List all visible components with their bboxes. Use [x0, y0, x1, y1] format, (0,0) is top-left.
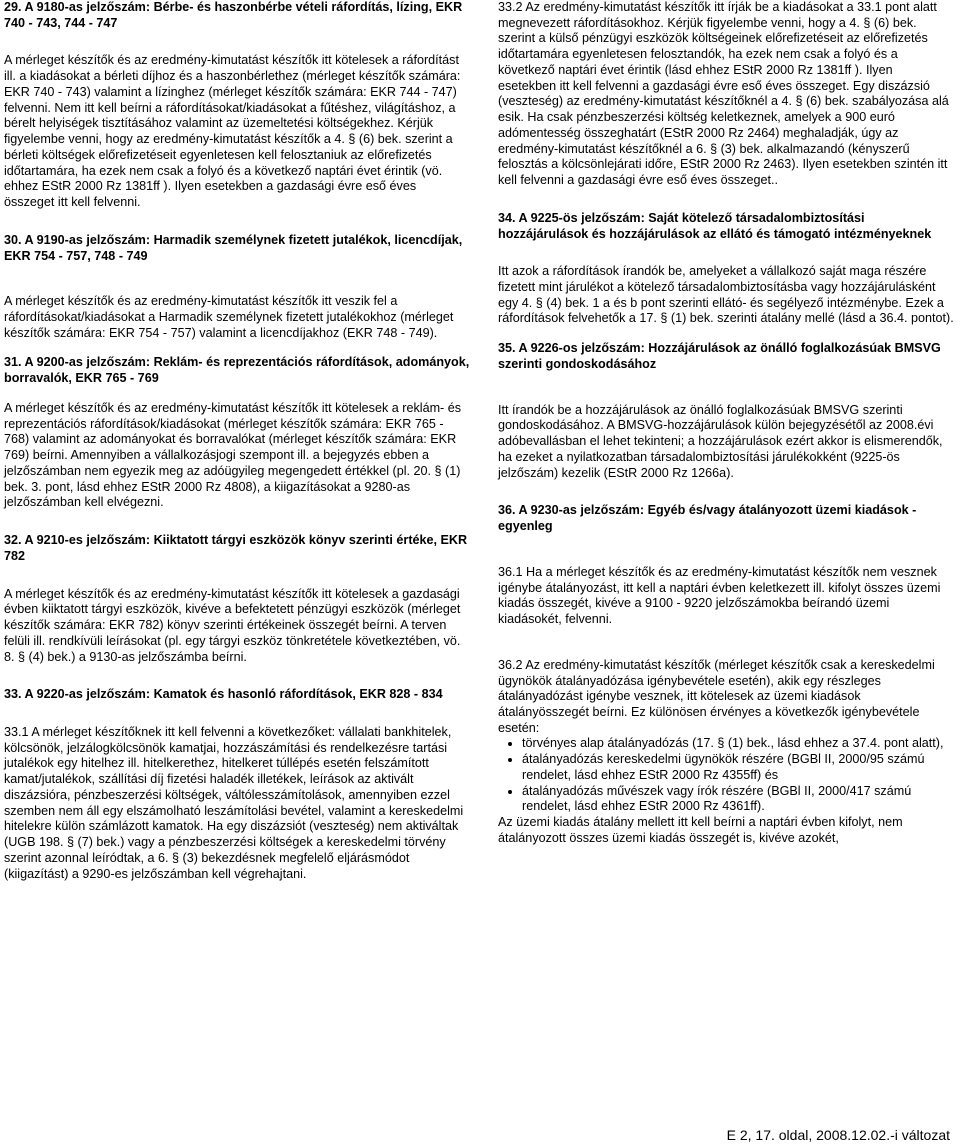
paragraph: Az üzemi kiadás átalány mellett itt kell beírni a naptári évben kifolyt, nem átalányozott összes üzemi kiadás összegét is, kivéve azokét, — [498, 815, 903, 845]
section-heading: 32. A 9210-es jelzőszám: Kiiktatott tárgyi eszközök könyv szerinti értéke, EKR 782 — [4, 533, 468, 563]
spacer — [498, 327, 954, 341]
list-item: • törvényes alap átalányadózás (17. § (1) bek., lásd ehhez a 37.4. pont alatt), — [522, 736, 954, 752]
paragraph: A mérleget készítők és az eredmény-kimutatást készítők itt kötelesek a reklám- és reprezentációs ráfordítások/kiadásokat (mérleget készítők számára: EKR 765 - 768) valamint az adományokat és borravalókat (mérleget készítők számára: EKR 769) beírni. Amennyiben a vállalkozásjogi szempont ill. a bejegyzés ebben a jelzőszámban nem egyezik meg az adóügyileg megengedett értékkel (pl. 20. § (1) bek. 3. pont, lásd ehhez EStR 2000 Rz 4808), a kiigazításokat a 9280-as jelzőszámban kell elvégezni. — [4, 400, 462, 510]
right-column — [498, 0, 954, 847]
paragraph: A mérleget készítők és az eredmény-kimutatást készítők itt kötelesek a gazdasági évben kiiktatott tárgyi eszközök, kivéve a befektetett pénzügyi eszközök (mérleget készítők számára: EKR 782) könyv szerinti értékeinek összegét beírni. A terven felüli ill. rendkívüli leírásokat (pl. egy tárgyi eszköz tönkretétele következtében, vö. 8. § (4) bek.) a 9130-as jelzőszámba beírni. — [4, 586, 461, 664]
spacer — [498, 373, 954, 403]
paragraph: 33.2 Az eredmény-kimutatást készítők itt írják be a kiadásokat a 33.1 pont alatt megnevezett ráfordításokhoz. Kérjük figyelembe venni, hogy a 4. § (6) bek. szerint a külső pénzügyi eszközök költségeinek előrefizetéseit az előrefizetés időtartamára egyenletesen felosztandók, ha ezek nem csak a folyó és a következő naptári évet érintik (lásd ehhez EStR 2000 Rz 1381ff ). Ilyen esetekben itt kell felvenni a gazdasági évre eső éves összeget. Egy diszázsió (veszteség) az eredmény-kimutatást készítőknél a 4. § (6) bek. szabályozása alá esik. Ha csak pénzbeszerzési költség keletkeznek, amelyek a 900 euró adómentesség összeghatárt (EStR 2000 Rz 2464) meghaladják, úgy az eredmény-kimutatást készítőknél a 6. § (3) bek. alkalmazandó (kényszerű felosztás a kölcsönlejárati időre, EStR 2000 Rz 2463). Ilyen esetekben szintén itt kell felvenni a gazdasági évre eső éves összeget.. — [498, 0, 949, 188]
section-heading: 34. A 9225-ös jelzőszám: Saját kötelező társadalombiztosítási hozzájárulások és hozzájárulások az ellátó és támogató intézményeknek — [498, 210, 932, 241]
page-footer: E 2, 17. oldal, 2008.12.02.-i változat — [726, 1126, 950, 1143]
bullet-list — [498, 736, 954, 815]
spacer — [4, 31, 470, 53]
spacer — [4, 511, 470, 533]
section-heading: 35. A 9226-os jelzőszám: Hozzájárulások az önálló foglalkozásúak BMSVG szerinti gondoskodásához — [498, 341, 941, 371]
paragraph: A mérleget készítők és az eredmény-kimutatást készítők itt veszik fel a ráfordításokat/kiadásokat a Harmadik személynek fizetett jutalékokhoz (mérleget készítők számára: EKR 754 - 757) valamint a licencdíjakhoz (EKR 748 - 749). — [4, 294, 454, 340]
spacer — [4, 264, 470, 294]
spacer — [4, 341, 470, 355]
list-item: • átalányadózás művészek vagy írók részére (BGBl II, 2000/417 számú rendelet, lásd ehhez EStR 2000 Rz 4361ff). — [522, 784, 954, 815]
spacer — [4, 565, 470, 587]
paragraph: 36.1 Ha a mérleget készítők és az eredmény-kimutatást készítők nem vesznek igénybe átalányozást, itt kell a naptári évben keletkezett ill. kifolyt összes üzemi kiadás összegét, kivéve a 9100 - 9220 jelzőszámokba beírandó üzemi kiadásokét, felvenni. — [498, 564, 941, 627]
paragraph: 33.1 A mérleget készítőknek itt kell felvenni a következőket: vállalati bankhitelek, kölcsönök, jelzálogkölcsönök kamatjai, hozzászámítási és rendelkezésre tartási jutalékok egy hitelhez ill. hitelkerethez, hitelkeret túllépés esetén felszámított kamat/jutalékok, szállítási díj fizetési haladék illetékek, leírások az aktivált diszázsióra, pénzbeszerzési költségek, váltólesszámítolások, amennyiben ezzel szemben nem áll egy elszámolható leszámítolási bevétel, valamint a kereskedelmi hitelekre külön számlázott kamatok. Ha egy diszázsiót (veszteség) nem aktiváltak (UGB 198. § (7) bek.) vagy a pénzbeszerzési költségek a kereskedelmi törvény szerint azonnal leíródtak, a 6. § (3) bekezdésnek megfelelő eljárásmódot (kiigazítást) a 9290-es jelzőszámban kell végrehajtani. — [4, 724, 464, 881]
section-heading: 30. A 9190-as jelzőszám: Harmadik személynek fizetett jutalékok, licencdíjak, EKR 754 - 757, 748 - 749 — [4, 232, 463, 263]
section-heading: 36. A 9230-as jelzőszám: Egyéb és/vagy átalányozott üzemi kiadások - egyenleg — [498, 503, 917, 534]
spacer — [498, 628, 954, 658]
section-heading: 31. A 9200-as jelzőszám: Reklám- és reprezentációs ráfordítások, adományok, borravalók, EKR 765 - 769 — [4, 355, 470, 386]
section-heading: 29. A 9180-as jelzőszám: Bérbe- és haszonbérbe vételi ráfordítás, lízing, EKR 740 - 743, 744 - 747 — [4, 0, 463, 30]
spacer — [498, 189, 954, 211]
section-heading: 33. A 9220-as jelzőszám: Kamatok és hasonló ráfordítások, EKR 828 - 834 — [4, 687, 443, 702]
list-item: • átalányadózás kereskedelmi ügynökök részére (BGBl II, 2000/95 számú rendelet, lásd ehhez EStR 2000 Rz 4355ff) és — [522, 752, 954, 783]
left-column — [4, 0, 470, 882]
spacer — [4, 703, 470, 725]
spacer — [498, 481, 954, 503]
spacer — [498, 535, 954, 565]
spacer — [4, 211, 470, 233]
paragraph: Itt azok a ráfordítások írandók be, amelyeket a vállalkozó saját maga részére fizetett mint járulékot a kötelező társadalombiztosításba vagy hozzájárulásként egy 4. § (4) bek. 1 a és b pont szerinti ellátó- és segélyező intézménybe. Ezek a ráfordítások felvehetők a 17. § (1) bek. szerinti átalány mellé (lásd a 36.4. pontot). — [498, 264, 954, 326]
spacer — [498, 242, 954, 264]
paragraph: A mérleget készítők és az eredmény-kimutatást készítők itt kötelesek a ráfordítást ill. a kiadásokat a bérleti díjhoz és a haszonbérlethez (mérleget készítők számára: EKR 740 - 743) valamint a lízinghez (mérleget készítők számára: EKR 744 - 747) felvenni. Nem itt kell beírni a ráfordításokat/kiadásokat a fűtéshez, világításhoz, a bérelt helyiségek tisztításához valamint az üzemeltetési költségekhez. Kérjük figyelembe venni, hogy az eredmény-kimutatást készítők a 4. § (6) bek. szerint a bérleti költségek előrefizetéseit egyenletesen kell felosztaniuk az előrefizetés időtartamára, ha ezek nem csak a folyó és a következő naptári évet érintik (vö. ehhez EStR 2000 Rz 1381ff ). Ilyen esetekben a gazdasági évre eső éves összeget itt kell felvenni. — [4, 53, 461, 210]
spacer — [4, 387, 470, 401]
spacer — [4, 665, 470, 687]
paragraph: 36.2 Az eredmény-kimutatást készítők (mérleget készítők csak a kereskedelmi ügynökök átalányadózása igénybevétele esetén), akik egy részleges átalányadózást igénybe vesznek, itt kötelesek az üzemi kiadások átalányösszegét beírni. Ez különösen érvényes a következők igénybevétele esetén: — [498, 657, 935, 735]
paragraph: Itt írandók be a hozzájárulások az önálló foglalkozásúak BMSVG szerinti gondoskodásához. A BMSVG-hozzájárulások külön bejegyzésétől az 2008.évi adóbevallásban el lehet tekinteni; a hozzájárulások ezért akkor is elismerendők, ha ezeket a nyilatkozatban társadalombiztosítási járulékokként (9225-ös jelzőszám) kezelik (EStR 2000 Rz 1266a). — [498, 402, 943, 480]
